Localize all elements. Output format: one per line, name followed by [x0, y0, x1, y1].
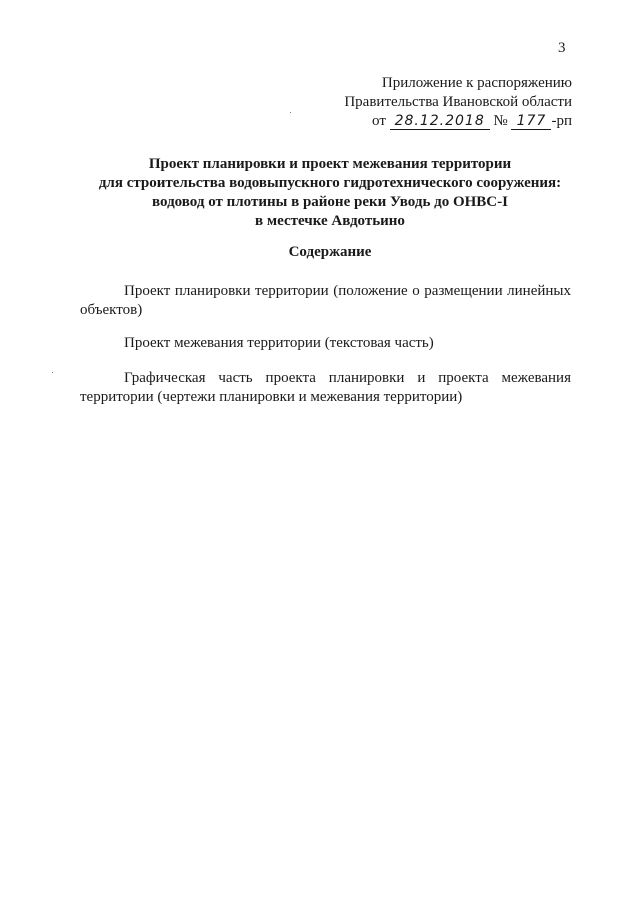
title-line-1: Проект планировки и проект межевания территории: [148, 156, 512, 172]
appendix-header: [344, 74, 572, 131]
title-line-4: в местечке Авдотьино: [255, 213, 405, 229]
from-label: от: [372, 113, 386, 129]
scan-speck: [52, 372, 53, 373]
order-reference-line: [344, 112, 572, 131]
page-number: 3: [558, 40, 566, 56]
handwritten-date: 28.12.2018: [390, 114, 490, 130]
appendix-line-2: Правительства Ивановской области: [344, 94, 572, 110]
toc-item: Проект планировки территории (положение о размещении линейных объектов): [80, 283, 571, 318]
document-title: [80, 155, 580, 231]
appendix-line-1: Приложение к распоряжению: [381, 75, 572, 91]
title-line-2: для строительства водовыпускного гидротехнического сооружения:: [98, 175, 562, 191]
contents-heading: Содержание: [288, 244, 372, 260]
order-suffix: -рп: [551, 113, 572, 129]
scan-speck: [290, 112, 291, 113]
toc-item: Проект межевания территории (текстовая часть): [124, 335, 434, 351]
toc-item: Графическая часть проекта планировки и проекта межевания территории (чертежи планировки и межевания территории): [80, 370, 571, 405]
title-line-3: водовод от плотины в районе реки Уводь до ОНВС-I: [152, 194, 508, 210]
number-label: №: [493, 113, 508, 129]
handwritten-number: 177: [511, 114, 551, 130]
